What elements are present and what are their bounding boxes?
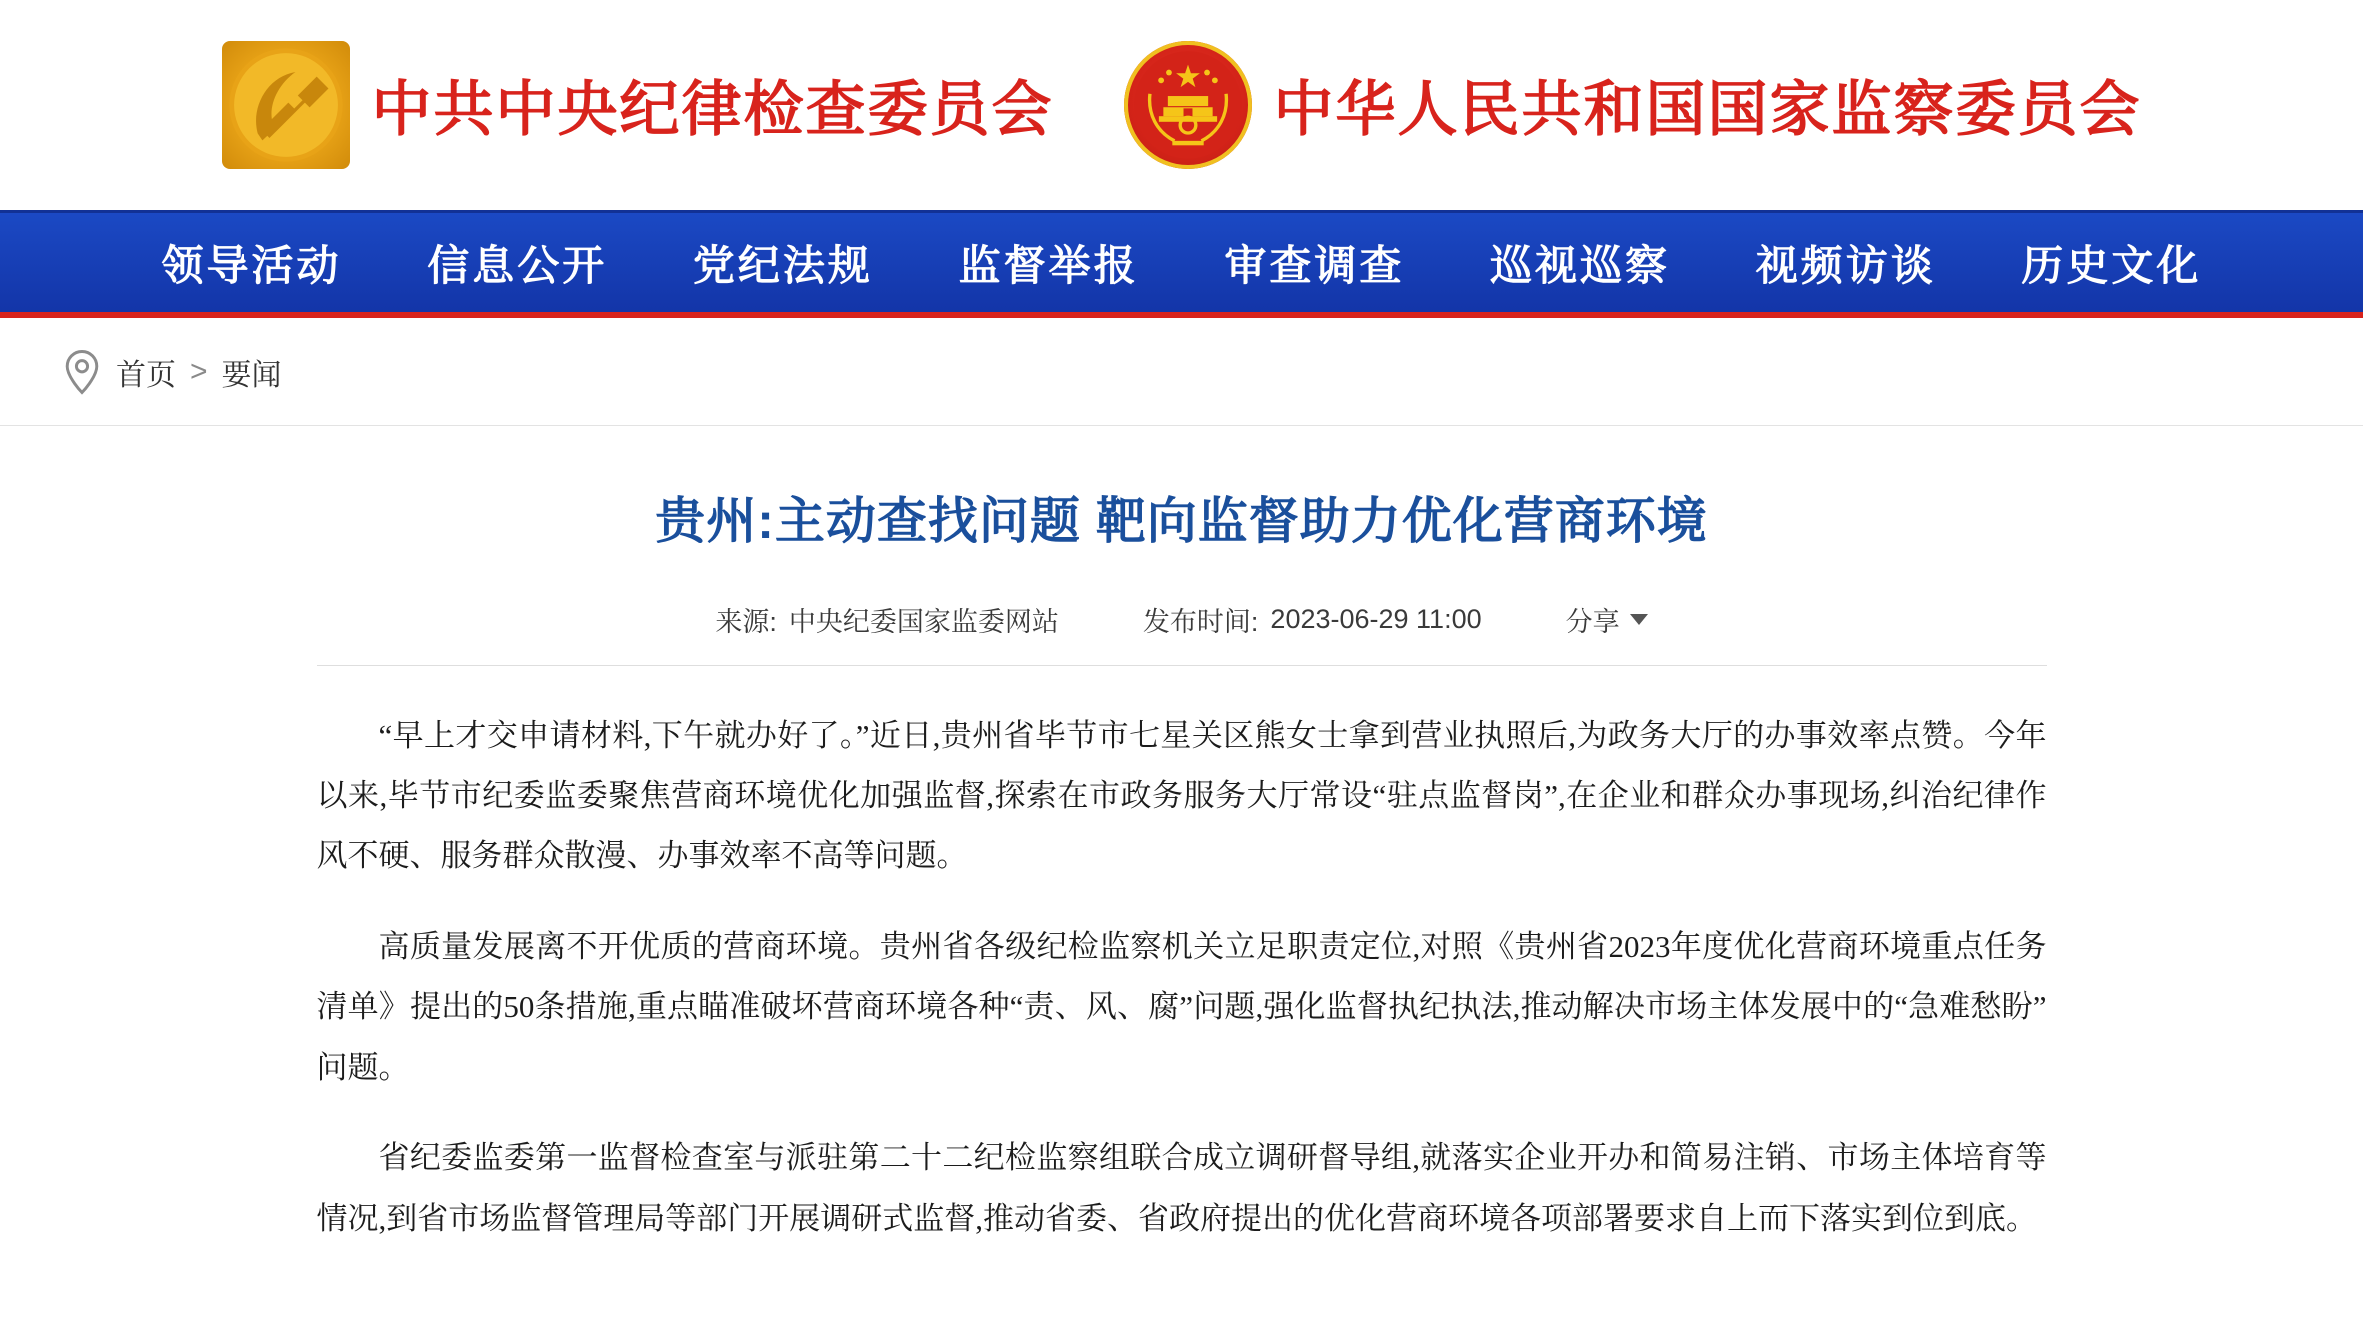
nav-item-inspection-tour[interactable]: 巡视巡察 [1490, 243, 1671, 290]
breadcrumb-current: 要闻 [221, 358, 282, 392]
brand-title-cpc: 中共中央纪律检查委员会 [371, 77, 1054, 143]
breadcrumb [0, 349, 282, 395]
nav-item-supervision-report[interactable]: 监督举报 [958, 243, 1139, 290]
article-paragraph: “早上才交申请材料,下午就办好了。”近日,贵州省毕节市七星关区熊女士拿到营业执照后,为政务大厅的办事效率点赞。今年以来,毕节市纪委监委聚焦营商环境优化加强监督,探索在市政务服务大厅常设“驻点监督岗”,在企业和群众办事现场,纠治纪律作风不硬、服务群众散漫、办事效率不高等问题。 [316, 717, 2047, 874]
breadcrumb-separator: > [190, 354, 208, 388]
publish-time-label: 发布时间: [1142, 606, 1259, 637]
article-meta [317, 600, 2047, 666]
brand-title-national: 中华人民共和国国家监察委员会 [1273, 77, 2142, 143]
share-dropdown[interactable] [1566, 600, 1648, 639]
location-pin-icon [62, 349, 102, 395]
nav-item-review-investigation[interactable]: 审查调查 [1224, 243, 1405, 290]
nav-item-leadership[interactable]: 领导活动 [161, 243, 342, 290]
breadcrumb-home-link[interactable]: 首页 [116, 358, 176, 392]
brand-cpc[interactable] [222, 41, 1054, 169]
cpc-emblem-icon [222, 41, 350, 169]
nav-item-party-regulations[interactable]: 党纪法规 [692, 243, 873, 290]
source-value: 中央纪委国家监委网站 [788, 606, 1059, 637]
article-paragraph: 高质量发展离不开优质的营商环境。贵州省各级纪检监察机关立足职责定位,对照《贵州省2023年度优化营商环境重点任务清单》提出的50条措施,重点瞄准破坏营商环境各种“责、风、腐”问题,强化监督执纪执法,推动解决市场主体发展中的“急难愁盼”问题。 [316, 928, 2047, 1085]
article-inner [317, 488, 2047, 1249]
article-body [317, 706, 2047, 1250]
article-source [715, 600, 1059, 639]
nav-items-container [62, 227, 2302, 299]
national-emblem-icon [1124, 41, 1252, 169]
nav-item-history-culture[interactable]: 历史文化 [2021, 243, 2202, 290]
breadcrumb-bar [0, 318, 2363, 426]
share-label: 分享 [1565, 606, 1620, 637]
chevron-down-icon [1630, 614, 1648, 625]
source-label: 来源: [715, 606, 777, 637]
article-container [0, 488, 2363, 1319]
publish-time-value: 2023-06-29 11:00 [1270, 603, 1482, 634]
article-paragraph: 省纪委监委第一监督检查室与派驻第二十二纪检监察组联合成立调研督导组,就落实企业开办和简易注销、市场主体培育等情况,到省市场监督管理局等部门开展调研式监督,推动省委、省政府提出的优化营商环境各项部署要求自上而下落实到位到底。 [316, 1140, 2047, 1236]
nav-item-video-interview[interactable]: 视频访谈 [1755, 243, 1936, 290]
brand-national[interactable] [1124, 41, 2142, 169]
main-navigation [0, 210, 2363, 318]
site-masthead [0, 0, 2363, 210]
nav-item-information-disclosure[interactable]: 信息公开 [427, 243, 608, 290]
article-publish-time [1143, 600, 1482, 639]
page-title: 贵州:主动查找问题 靶向监督助力优化营商环境 [655, 493, 1708, 549]
